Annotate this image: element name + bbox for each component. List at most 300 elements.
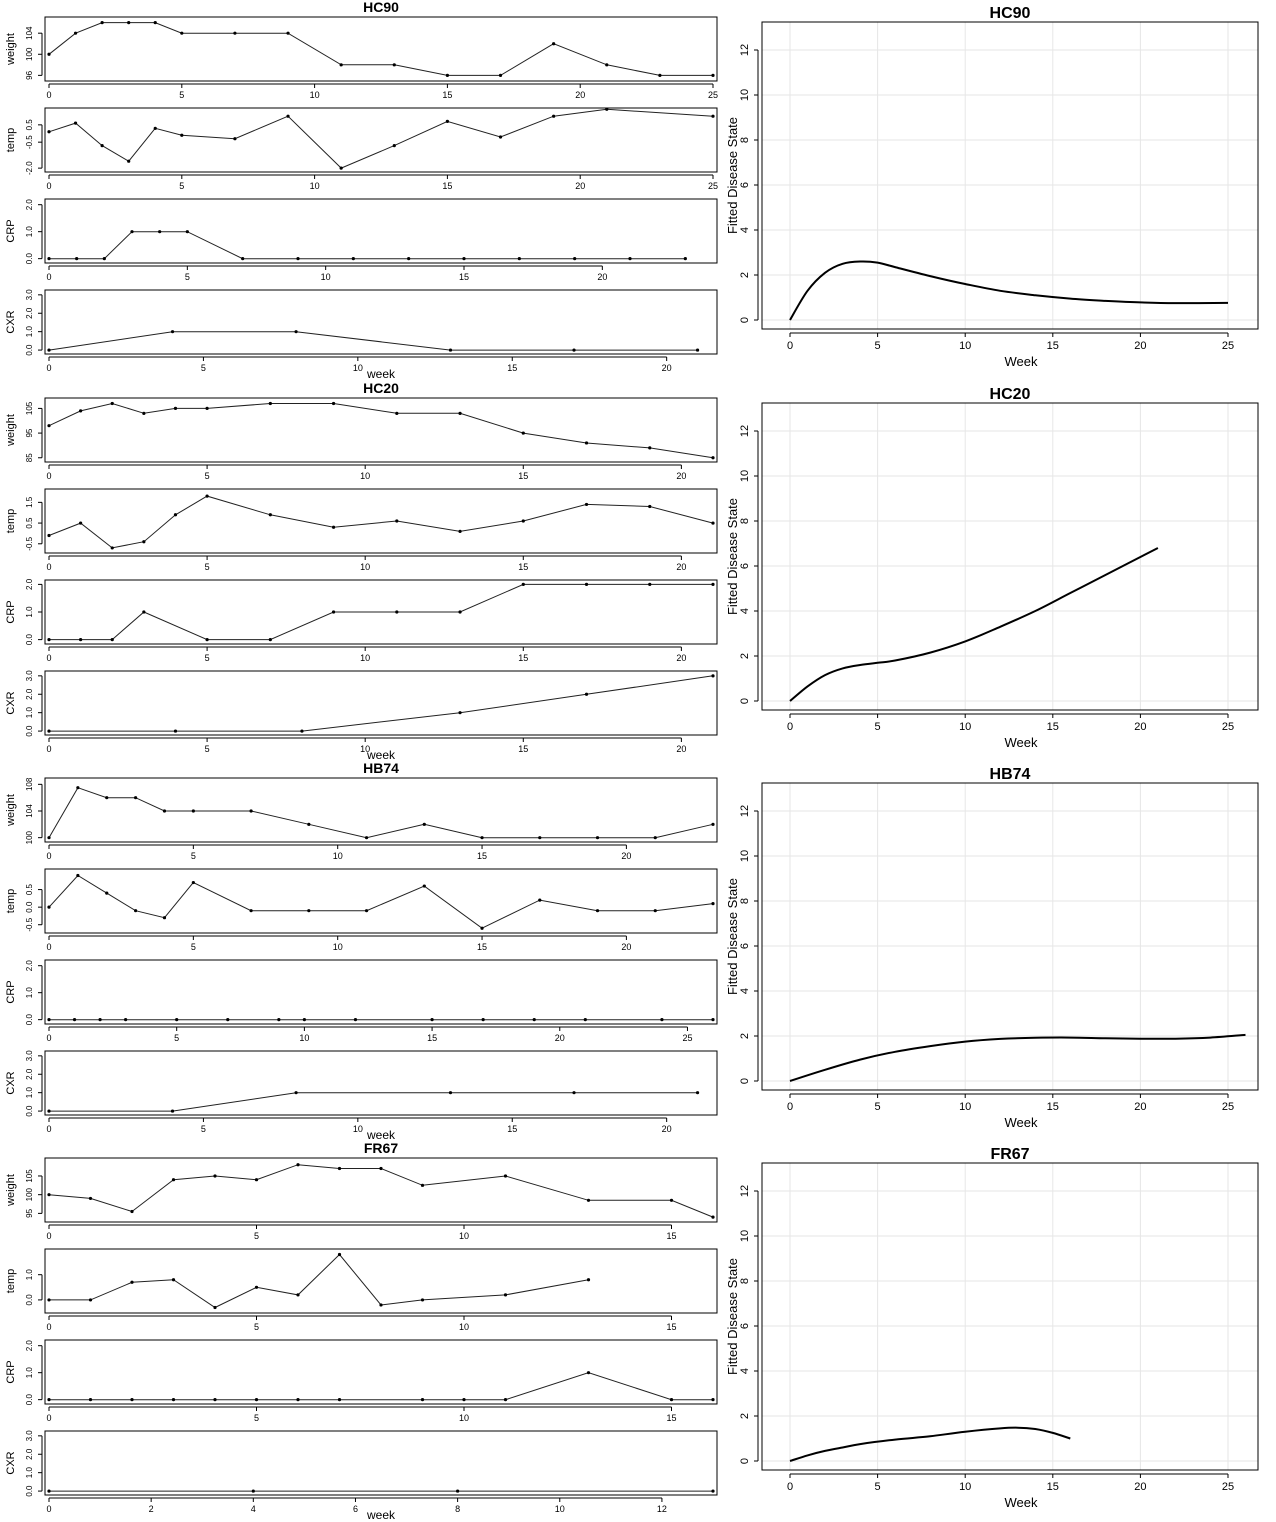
data-point <box>154 127 157 130</box>
y-tick-label: 100 <box>25 1187 34 1202</box>
x-tick-label: 20 <box>676 653 687 663</box>
x-tick-label: 5 <box>200 363 206 373</box>
data-point <box>130 1398 133 1401</box>
y-axis-label: weight <box>5 794 17 826</box>
data-point <box>127 21 130 24</box>
y-tick-label: 4 <box>739 226 751 234</box>
data-point <box>105 796 108 799</box>
y-axis-label: CRP <box>5 1360 17 1384</box>
x-tick-label: 20 <box>554 1033 565 1043</box>
data-point <box>573 257 576 260</box>
data-point <box>175 1018 178 1021</box>
data-point <box>711 74 714 77</box>
data-point <box>585 503 588 506</box>
data-point <box>192 881 195 884</box>
x-tick-label: 5 <box>204 744 210 754</box>
x-tick-label: 5 <box>253 1322 260 1332</box>
y-tick-label: 6 <box>739 1322 751 1330</box>
y-tick-label: 2.0 <box>25 688 34 700</box>
x-axis-label: week <box>366 748 396 762</box>
x-tick-label: 6 <box>352 1504 358 1514</box>
data-point <box>174 407 177 410</box>
data-point <box>393 144 396 147</box>
x-tick-label: 5 <box>179 90 185 100</box>
data-point <box>75 257 78 260</box>
data-point <box>711 115 714 118</box>
data-point <box>205 407 208 410</box>
series-line <box>49 584 713 639</box>
data-point <box>111 402 114 405</box>
y-axis-label: CXR <box>5 310 17 334</box>
data-point <box>158 230 161 233</box>
x-axis-label: week <box>366 1128 396 1142</box>
data-point <box>47 1109 50 1112</box>
x-tick-label: 25 <box>1221 340 1235 352</box>
y-tick-label: 2.0 <box>25 960 34 972</box>
panel-frame <box>45 1431 717 1495</box>
panel-frame <box>45 199 717 263</box>
x-tick-label: 10 <box>332 942 343 952</box>
fitted-curve <box>790 548 1158 701</box>
x-tick-label: 0 <box>46 1033 52 1043</box>
fitted-curve <box>790 261 1228 320</box>
y-tick-label: 1.0 <box>25 1367 34 1379</box>
y-tick-label: 6 <box>739 181 751 189</box>
data-point <box>255 1286 258 1289</box>
x-tick-label: 0 <box>46 653 52 663</box>
x-tick-label: 25 <box>1221 1101 1235 1113</box>
data-point <box>101 144 104 147</box>
data-point <box>711 823 714 826</box>
data-point <box>480 836 483 839</box>
data-point <box>172 1398 175 1401</box>
x-axis-label: week <box>366 1508 396 1522</box>
x-tick-label: 15 <box>507 363 518 373</box>
x-tick-label: 5 <box>204 653 210 663</box>
data-point <box>296 1163 299 1166</box>
panel-frame <box>45 489 717 553</box>
data-point <box>522 431 525 434</box>
panel-frame <box>45 671 717 735</box>
data-point <box>76 786 79 789</box>
x-tick-label: 0 <box>46 1413 52 1423</box>
x-tick-label: 20 <box>1134 721 1147 733</box>
data-point <box>518 257 521 260</box>
y-tick-label: 100 <box>25 47 34 61</box>
y-tick-label: 0.0 <box>25 901 34 913</box>
data-point <box>533 1018 536 1021</box>
data-point <box>395 412 398 415</box>
x-tick-label: 10 <box>360 471 371 481</box>
y-tick-label: 85 <box>25 453 34 463</box>
y-tick-label: 0.0 <box>25 1294 34 1306</box>
data-point <box>458 412 461 415</box>
x-tick-label: 12 <box>656 1504 667 1514</box>
data-point <box>332 402 335 405</box>
data-point <box>696 348 699 351</box>
data-point <box>538 836 541 839</box>
x-tick-label: 20 <box>661 1124 672 1134</box>
x-tick-label: 0 <box>786 721 794 733</box>
panel-frame <box>45 778 717 842</box>
y-tick-label: 8 <box>739 897 751 905</box>
x-tick-label: 15 <box>518 471 529 481</box>
y-tick-label: 2.0 <box>25 1068 34 1080</box>
x-tick-label: 10 <box>352 1124 363 1134</box>
data-point <box>171 1109 174 1112</box>
y-axis-label: temp <box>5 508 17 534</box>
x-tick-label: 15 <box>518 744 529 754</box>
data-point <box>286 32 289 35</box>
data-point <box>572 348 575 351</box>
series-line <box>49 788 713 838</box>
data-point <box>696 1091 699 1094</box>
y-axis-label: temp <box>5 888 17 914</box>
y-axis-label: weight <box>5 414 17 446</box>
x-tick-label: 15 <box>1046 340 1059 352</box>
data-point <box>711 1489 714 1492</box>
y-tick-label: 12 <box>739 43 751 57</box>
data-point <box>89 1197 92 1200</box>
left-title: HB74 <box>363 760 399 776</box>
data-point <box>47 424 50 427</box>
data-point <box>296 257 299 260</box>
data-point <box>338 1167 341 1170</box>
fitted-curve <box>790 1035 1246 1081</box>
x-tick-label: 4 <box>250 1504 256 1514</box>
data-point <box>47 729 50 732</box>
panel-frame <box>45 1051 717 1115</box>
data-point <box>47 348 50 351</box>
y-tick-label: 1.0 <box>25 226 34 238</box>
data-point <box>499 74 502 77</box>
data-point <box>171 330 174 333</box>
x-tick-label: 5 <box>874 721 881 733</box>
data-point <box>584 1018 587 1021</box>
x-tick-label: 10 <box>320 272 331 282</box>
data-point <box>587 1371 590 1374</box>
data-point <box>76 874 79 877</box>
x-tick-label: 15 <box>477 851 488 861</box>
x-tick-label: 20 <box>1134 340 1147 352</box>
x-tick-label: 10 <box>309 90 320 100</box>
x-tick-label: 25 <box>707 181 719 191</box>
y-tick-label: 4 <box>739 607 751 615</box>
data-point <box>47 1193 50 1196</box>
data-point <box>407 257 410 260</box>
y-axis-label: temp <box>5 127 17 153</box>
x-tick-label: 5 <box>179 181 185 191</box>
y-tick-label: 3.0 <box>25 1050 34 1062</box>
y-tick-label: 8 <box>739 136 751 144</box>
data-point <box>605 108 608 111</box>
data-point <box>572 1091 575 1094</box>
y-tick-label: -2.0 <box>25 161 34 176</box>
data-point <box>711 583 714 586</box>
y-tick-label: 96 <box>25 70 34 80</box>
y-tick-label: 0.5 <box>25 119 34 131</box>
data-point <box>462 257 465 260</box>
x-axis-label: Week <box>1004 1115 1038 1130</box>
x-tick-label: 0 <box>46 851 52 861</box>
left-title: FR67 <box>363 1140 399 1156</box>
x-tick-label: 15 <box>518 562 529 572</box>
data-point <box>47 1489 50 1492</box>
data-point <box>192 809 195 812</box>
panel-weight <box>5 1158 717 1241</box>
data-point <box>186 230 189 233</box>
data-point <box>269 402 272 405</box>
fitted-frame <box>762 1163 1258 1470</box>
x-tick-label: 0 <box>786 1481 794 1493</box>
panel-frame <box>45 869 717 933</box>
data-point <box>587 1278 590 1281</box>
x-tick-label: 20 <box>575 181 586 191</box>
y-tick-label: 0 <box>739 697 751 705</box>
x-tick-label: 10 <box>458 1231 470 1241</box>
x-axis-label: Week <box>1004 735 1038 750</box>
data-point <box>538 899 541 902</box>
data-point <box>596 909 599 912</box>
x-tick-label: 0 <box>46 363 52 373</box>
x-tick-label: 15 <box>442 181 453 191</box>
panel-cxr <box>5 670 717 762</box>
data-point <box>47 1398 50 1401</box>
y-tick-label: 12 <box>739 424 751 438</box>
data-point <box>711 902 714 905</box>
x-tick-label: 10 <box>959 721 972 733</box>
fitted-frame <box>762 403 1258 710</box>
x-tick-label: 15 <box>1046 721 1059 733</box>
y-tick-label: 0.5 <box>25 884 34 896</box>
data-point <box>648 446 651 449</box>
data-point <box>393 63 396 66</box>
data-point <box>300 729 303 732</box>
y-tick-label: 1.0 <box>25 707 34 719</box>
y-tick-label: 0.0 <box>25 634 34 646</box>
data-point <box>47 1298 50 1301</box>
y-tick-label: 3.0 <box>25 1430 34 1442</box>
y-tick-label: 2.0 <box>25 307 34 319</box>
y-axis-label: temp <box>5 1268 17 1294</box>
data-point <box>252 1489 255 1492</box>
x-tick-label: 0 <box>786 340 794 352</box>
panel-weight <box>5 17 718 100</box>
data-point <box>233 137 236 140</box>
y-tick-label: 1.0 <box>25 326 34 338</box>
y-tick-label: 2.0 <box>25 1448 34 1460</box>
x-tick-label: 5 <box>174 1033 180 1043</box>
x-tick-label: 5 <box>200 1124 206 1134</box>
data-point <box>711 1216 714 1219</box>
patient-group-hb74 <box>5 760 1258 1142</box>
data-point <box>421 1398 424 1401</box>
data-point <box>142 540 145 543</box>
data-point <box>446 120 449 123</box>
x-tick-label: 10 <box>360 744 371 754</box>
panel-cxr <box>5 289 717 381</box>
x-tick-label: 5 <box>190 942 196 952</box>
series-line <box>49 23 713 76</box>
y-tick-label: 10 <box>739 849 751 863</box>
y-tick-label: 108 <box>25 777 34 792</box>
panel-weight <box>5 398 717 481</box>
y-axis-label: CXR <box>5 1451 17 1475</box>
x-tick-label: 20 <box>621 942 632 952</box>
x-tick-label: 25 <box>682 1033 693 1043</box>
fitted-plot-fr67 <box>725 1146 1258 1510</box>
y-tick-label: 8 <box>739 517 751 525</box>
x-tick-label: 20 <box>676 562 687 572</box>
y-tick-label: 0 <box>739 316 751 324</box>
data-point <box>294 1091 297 1094</box>
y-tick-label: 3.0 <box>25 670 34 682</box>
data-point <box>174 513 177 516</box>
y-tick-label: 8 <box>739 1277 751 1285</box>
data-point <box>255 1398 258 1401</box>
x-tick-label: 5 <box>184 272 190 282</box>
data-point <box>134 796 137 799</box>
x-tick-label: 0 <box>46 181 52 191</box>
series-line <box>49 1093 698 1111</box>
data-point <box>504 1293 507 1296</box>
data-point <box>504 1398 507 1401</box>
x-tick-label: 0 <box>46 1231 52 1241</box>
x-tick-label: 20 <box>1134 1481 1147 1493</box>
x-tick-label: 5 <box>253 1231 260 1241</box>
data-point <box>449 348 452 351</box>
data-point <box>213 1306 216 1309</box>
series-line <box>49 1165 713 1217</box>
data-point <box>47 53 50 56</box>
data-point <box>98 1018 101 1021</box>
data-point <box>213 1174 216 1177</box>
series-line <box>49 1255 589 1308</box>
x-tick-label: 5 <box>204 471 210 481</box>
data-point <box>134 909 137 912</box>
x-tick-label: 5 <box>253 1413 260 1423</box>
y-axis-label: CXR <box>5 1071 17 1095</box>
data-point <box>332 526 335 529</box>
x-tick-label: 0 <box>46 1504 52 1514</box>
data-point <box>303 1018 306 1021</box>
data-point <box>307 909 310 912</box>
data-point <box>605 63 608 66</box>
data-point <box>205 495 208 498</box>
y-tick-label: 0.0 <box>25 1485 34 1497</box>
y-tick-label: 0 <box>739 1077 751 1085</box>
patient-group-hc90 <box>5 0 1258 381</box>
panel-temp <box>5 869 717 952</box>
x-tick-label: 10 <box>959 340 972 352</box>
data-point <box>522 583 525 586</box>
data-point <box>684 257 687 260</box>
x-tick-label: 15 <box>458 272 470 282</box>
data-point <box>101 21 104 24</box>
data-point <box>73 1018 76 1021</box>
data-point <box>458 530 461 533</box>
x-tick-label: 10 <box>959 1481 972 1493</box>
panel-crp <box>5 1340 717 1423</box>
x-tick-label: 20 <box>661 363 672 373</box>
y-axis-label: Fitted Disease State <box>725 116 740 235</box>
y-tick-label: 1.0 <box>25 1269 34 1281</box>
y-tick-label: 10 <box>739 88 751 102</box>
y-tick-label: 0.5 <box>25 517 34 529</box>
x-tick-label: 0 <box>46 272 52 282</box>
y-tick-label: 10 <box>739 1229 751 1243</box>
data-point <box>47 1018 50 1021</box>
x-tick-label: 10 <box>458 1322 470 1332</box>
data-point <box>585 693 588 696</box>
x-tick-label: 0 <box>46 1322 52 1332</box>
x-tick-label: 15 <box>1046 1101 1059 1113</box>
data-point <box>711 1018 714 1021</box>
x-tick-label: 20 <box>1134 1101 1147 1113</box>
data-point <box>130 230 133 233</box>
y-tick-label: 105 <box>25 401 34 416</box>
data-point <box>480 927 483 930</box>
data-point <box>421 1298 424 1301</box>
data-point <box>241 257 244 260</box>
fitted-title: FR67 <box>990 1146 1030 1163</box>
data-point <box>294 330 297 333</box>
x-tick-label: 0 <box>46 744 52 754</box>
y-axis-label: CRP <box>5 600 17 624</box>
data-point <box>338 1398 341 1401</box>
x-axis-label: Week <box>1004 1495 1038 1510</box>
data-point <box>163 916 166 919</box>
y-tick-label: 0.0 <box>25 1105 34 1117</box>
y-tick-label: 2 <box>739 1412 751 1420</box>
x-tick-label: 10 <box>959 1101 972 1113</box>
data-point <box>585 441 588 444</box>
x-tick-label: 25 <box>1221 1481 1235 1493</box>
y-axis-label: CRP <box>5 980 17 1004</box>
patient-group-hc20 <box>5 380 1258 762</box>
y-tick-label: 1.0 <box>25 987 34 999</box>
data-point <box>307 823 310 826</box>
data-point <box>482 1018 485 1021</box>
x-tick-label: 10 <box>554 1504 565 1514</box>
y-tick-label: -0.5 <box>25 917 34 932</box>
data-point <box>338 1253 341 1256</box>
x-tick-label: 10 <box>360 562 371 572</box>
data-point <box>340 63 343 66</box>
x-tick-label: 15 <box>1046 1481 1059 1493</box>
x-tick-label: 15 <box>666 1322 677 1332</box>
data-point <box>111 638 114 641</box>
data-point <box>172 1178 175 1181</box>
x-tick-label: 5 <box>204 562 210 572</box>
y-tick-label: 2.0 <box>25 1340 34 1352</box>
y-axis-label: Fitted Disease State <box>725 1257 740 1376</box>
y-tick-label: 0.0 <box>25 725 34 737</box>
data-point <box>670 1398 673 1401</box>
panel-frame <box>45 1340 717 1404</box>
data-point <box>421 1184 424 1187</box>
y-tick-label: 1.5 <box>25 496 34 508</box>
x-tick-label: 5 <box>874 340 881 352</box>
y-tick-label: 0.0 <box>25 1014 34 1026</box>
data-point <box>127 160 130 163</box>
series-line <box>49 109 713 168</box>
data-point <box>47 836 50 839</box>
y-tick-label: 6 <box>739 562 751 570</box>
data-point <box>154 21 157 24</box>
data-point <box>172 1278 175 1281</box>
data-point <box>658 74 661 77</box>
